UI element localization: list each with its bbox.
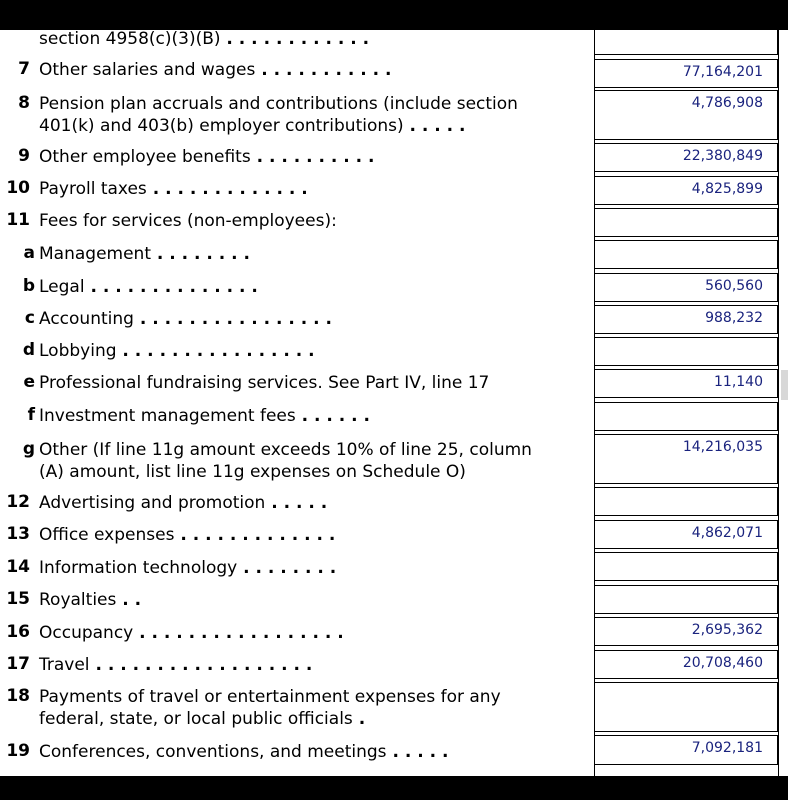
line-description [39,741,448,763]
leader-dots: . . . . . . . . . . . . . . . . [116,341,315,361]
line-description [39,243,250,265]
line-label-text: Legal [39,277,85,297]
line-label-continued [39,461,532,483]
amount-value: 77,164,201 [682,64,763,80]
leader-dots: . . . . . . . . . . [250,147,375,167]
line-label [39,340,315,362]
line-description [39,439,532,483]
line-label-text: Professional fundraising services. See Part IV, line 17 [39,373,490,393]
line-label-text: Information technology [39,558,238,578]
line-description [39,93,518,137]
amount-value: 4,825,899 [691,181,763,197]
amount-field[interactable] [594,240,778,269]
line-label-text: Investment management fees [39,406,296,426]
line-number: e [23,372,35,392]
leader-dots: . . . . . . . . . . . . . . . . . . [89,655,313,675]
line-description [39,589,141,611]
line-label [39,243,250,265]
line-label [39,492,327,514]
amount-field[interactable] [594,402,778,431]
line-number: f [27,405,35,425]
line-label [39,524,335,546]
line-description [39,654,312,676]
line-label-text: Fees for services (non-employees): [39,211,337,231]
line-number: 10 [6,178,30,198]
line-description [39,59,392,81]
line-label-text: Office expenses [39,525,175,545]
amount-field[interactable] [594,487,778,516]
line-label-text: section 4958(c)(3)(B) [39,30,221,49]
line-number: 8 [18,93,30,113]
line-description [39,146,374,168]
scroll-marker [781,370,788,400]
line-label [39,30,369,50]
line-label [39,622,344,644]
amount-field[interactable] [594,30,778,55]
leader-dots: . . . . . . . . [151,244,251,264]
line-description [39,308,332,330]
line-label [39,146,374,168]
line-description [39,557,336,579]
amount-field[interactable] [594,650,778,679]
line-description [39,30,369,50]
line-number: 9 [18,146,30,166]
line-description [39,276,258,298]
leader-dots: . . . . . . . . . . . . . . . . . [133,623,344,643]
line-label [39,372,489,394]
amount-field[interactable] [594,208,778,237]
line-label-text: Advertising and promotion [39,493,266,513]
line-description [39,492,327,514]
amount-field[interactable] [594,273,778,302]
line-number: d [22,340,35,360]
line-description [39,210,337,232]
line-number: 17 [6,654,30,674]
amount-field[interactable] [594,305,778,334]
line-label-text: (A) amount, list line 11g expenses on Schedule O) [39,462,466,482]
line-description [39,405,370,427]
line-label [39,210,337,232]
line-label-text: Conferences, conventions, and meetings [39,742,387,762]
leader-dots: . . . . . . . . [237,558,337,578]
line-label [39,589,141,611]
line-label [39,557,336,579]
line-label-continued [39,708,501,730]
amount-value: 4,862,071 [691,525,763,541]
line-label [39,741,448,763]
amount-field[interactable] [594,369,778,398]
amount-value: 20,708,460 [682,655,763,671]
line-label-text: Accounting [39,309,134,329]
line-number: a [23,243,35,263]
line-label-text: Pension plan accruals and contributions (include section [39,94,518,114]
amount-value: 7,092,181 [691,740,763,756]
amount-field[interactable] [594,552,778,581]
line-label-continued [39,115,518,137]
line-label-text: Occupancy [39,623,134,643]
line-description [39,622,344,644]
line-description [39,178,308,200]
line-label [39,178,308,200]
line-label-text: Other employee benefits [39,147,251,167]
line-number: 18 [6,686,30,706]
line-number: 14 [6,557,30,577]
leader-dots: . . [116,590,142,610]
amount-value: 2,695,362 [691,622,763,638]
line-number: g [22,439,35,459]
line-label-text: Other salaries and wages [39,60,256,80]
amount-field[interactable] [594,520,778,549]
line-number: 19 [6,741,30,761]
line-number: c [24,308,35,328]
line-label [39,59,392,81]
amount-value: 14,216,035 [682,439,763,455]
line-description [39,340,315,362]
amount-field[interactable] [594,434,778,484]
form-page [0,30,788,776]
amount-field[interactable] [594,682,778,732]
line-label-text: Royalties [39,590,117,610]
line-label-text: Lobbying [39,341,117,361]
amount-value: 988,232 [705,310,763,326]
line-label-text: Other (If line 11g amount exceeds 10% of line 25, column [39,440,532,460]
amount-field[interactable] [594,90,778,140]
line-number: 12 [6,492,30,512]
amount-field[interactable] [594,176,778,205]
leader-dots: . . . . . . . . . . . . . [146,179,308,199]
leader-dots: . . . . . [386,742,449,762]
leader-dots: . . . . . . [295,406,371,426]
leader-dots: . . . . . [403,116,466,136]
line-number: 15 [6,589,30,609]
amount-field[interactable] [594,337,778,366]
line-number: 13 [6,524,30,544]
line-label [39,276,258,298]
line-description [39,524,335,546]
amount-field[interactable] [594,585,778,614]
line-number: 7 [18,59,30,79]
line-number: 11 [6,210,30,230]
line-label-text: federal, state, or local public officials [39,709,353,729]
amount-value: 22,380,849 [682,148,763,164]
line-description [39,372,489,394]
line-label [39,308,332,330]
line-label [39,654,312,676]
leader-dots: . . . . . . . . . . . . . . [84,277,258,297]
line-label-text: Payments of travel or entertainment expenses for any [39,687,501,707]
line-label [39,93,518,115]
line-label-text: Travel [39,655,90,675]
amount-value: 4,786,908 [691,95,763,111]
leader-dots: . . . . . . . . . . . [255,60,392,80]
amount-value: 11,140 [714,374,763,390]
amount-value: 560,560 [705,278,763,294]
line-label-text: 401(k) and 403(b) employer contributions) [39,116,404,136]
leader-dots: . . . . . . . . . . . . . [174,525,336,545]
leader-dots: . . . . . . . . . . . . [220,30,370,49]
line-number: b [22,276,35,296]
line-label [39,439,532,461]
line-label-text: Payroll taxes [39,179,147,199]
amount-field[interactable] [594,617,778,646]
leader-dots: . . . . . . . . . . . . . . . . [133,309,332,329]
leader-dots: . . . . . [265,493,328,513]
line-label-text: Management [39,244,151,264]
leader-dots: . [352,709,366,729]
line-label [39,405,370,427]
line-label [39,686,501,708]
line-number: 16 [6,622,30,642]
amount-field[interactable] [594,735,778,765]
line-description [39,686,501,730]
amount-field[interactable] [594,59,778,88]
amount-field[interactable] [594,143,778,172]
